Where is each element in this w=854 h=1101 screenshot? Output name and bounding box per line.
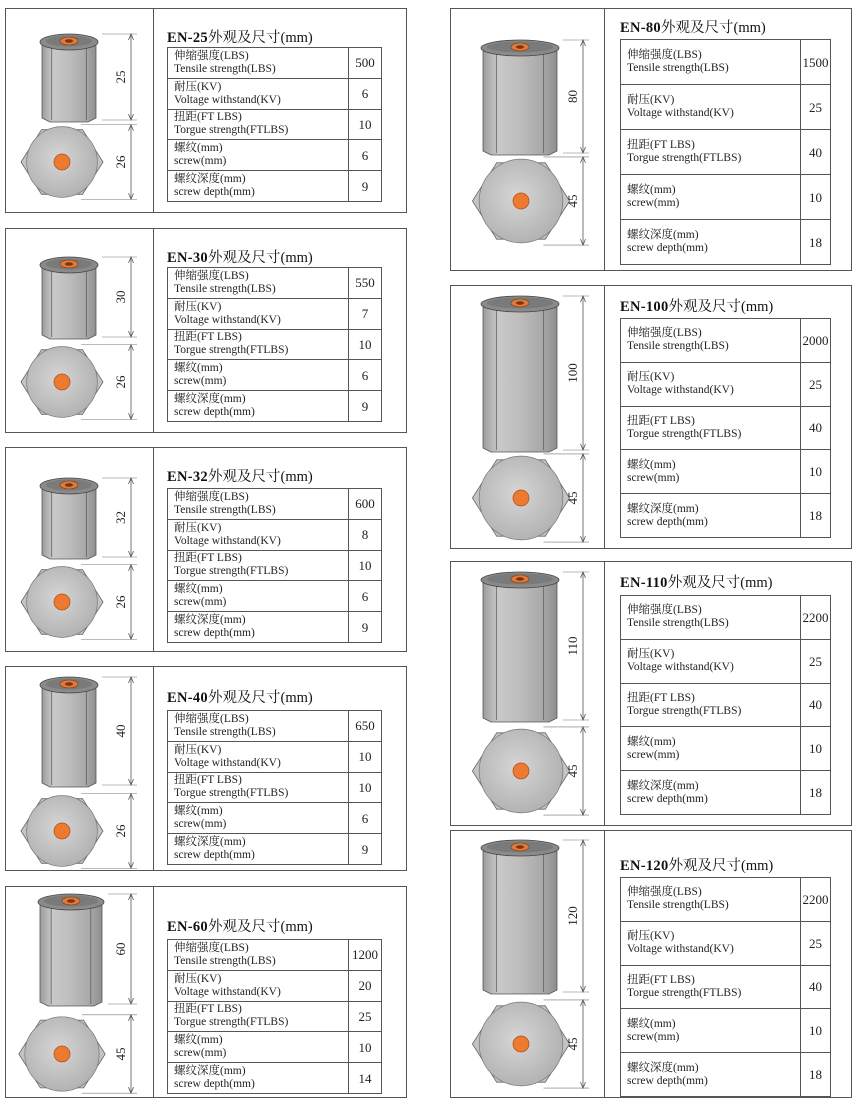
spec-label-zh: 耐压(KV) xyxy=(174,80,222,93)
spec-label-en: Torgue strength(FTLBS) xyxy=(627,704,742,717)
spec-label-zh: 螺纹(mm) xyxy=(627,184,676,196)
spec-label-zh: 伸缩强度(LBS) xyxy=(174,712,249,725)
height-label: 60 xyxy=(113,942,128,956)
spec-value-cell: 25 xyxy=(801,85,831,130)
hex-end-view xyxy=(472,456,569,540)
spec-value-cell: 8 xyxy=(349,519,382,550)
height-label: 40 xyxy=(113,724,128,738)
spec-label-zh: 扭距(FT LBS) xyxy=(174,111,242,124)
spec-label-en: Tensile strength(LBS) xyxy=(174,954,276,967)
title-suffix: 外观及尺寸(mm) xyxy=(667,575,773,591)
spec-value-cell: 40 xyxy=(801,965,831,1009)
title-suffix: 外观及尺寸(mm) xyxy=(207,30,313,46)
standoff-body xyxy=(42,38,96,122)
spec-label-en: screw(mm) xyxy=(627,1030,680,1043)
spec-label-zh: 螺纹(mm) xyxy=(627,1017,676,1030)
height-dimension xyxy=(563,40,589,153)
spec-label-zh: 扭距(FT LBS) xyxy=(174,331,242,344)
spec-label-zh: 扭距(FT LBS) xyxy=(627,414,695,427)
spec-label-en: screw(mm) xyxy=(627,197,680,209)
standoff-body xyxy=(483,576,557,722)
spec-label-zh: 耐压(KV) xyxy=(174,972,222,985)
standoff-drawing xyxy=(40,478,98,559)
spec-value-cell: 10 xyxy=(801,450,831,494)
title-suffix: 外观及尺寸(mm) xyxy=(668,858,774,874)
spec-value-cell: 10 xyxy=(349,772,382,803)
spec-label-zh: 耐压(KV) xyxy=(174,300,222,313)
standoff-drawing xyxy=(40,34,98,122)
screw-hole-icon xyxy=(513,193,529,209)
model-name: EN-120 xyxy=(620,858,669,874)
model-name: EN-100 xyxy=(620,299,669,315)
model-name: EN-60 xyxy=(167,919,208,935)
spec-label-en: Voltage withstand(KV) xyxy=(627,107,734,119)
standoff-drawing xyxy=(40,257,98,339)
standoff-body xyxy=(483,300,557,452)
spec-value-cell: 10 xyxy=(349,109,382,140)
width-label: 45 xyxy=(565,491,580,505)
screw-hole-icon xyxy=(513,490,529,506)
spec-label-en: screw depth(mm) xyxy=(627,242,708,254)
spec-label-zh: 耐压(KV) xyxy=(627,94,675,106)
spec-label-zh: 螺纹(mm) xyxy=(627,735,676,748)
title-suffix: 外观及尺寸(mm) xyxy=(207,250,313,266)
spec-label-zh: 螺纹(mm) xyxy=(174,805,223,818)
spec-value-cell: 650 xyxy=(349,711,382,742)
height-dimension xyxy=(563,296,589,450)
width-label: 26 xyxy=(113,375,128,389)
spec-label-zh: 螺纹(mm) xyxy=(174,1034,223,1047)
spec-label-en: Torgue strength(FTLBS) xyxy=(627,152,742,164)
spec-label-en: Tensile strength(LBS) xyxy=(627,340,729,353)
spec-label-en: Voltage withstand(KV) xyxy=(174,93,281,106)
spec-value-cell: 10 xyxy=(349,741,382,772)
spec-label-zh: 伸缩强度(LBS) xyxy=(174,490,249,503)
spec-label-en: Tensile strength(LBS) xyxy=(174,725,276,738)
spec-label-en: screw depth(mm) xyxy=(174,849,255,862)
title-suffix: 外观及尺寸(mm) xyxy=(207,690,313,706)
spec-label-en: screw(mm) xyxy=(174,818,227,831)
spec-label-en: screw depth(mm) xyxy=(627,515,708,528)
width-label: 26 xyxy=(113,824,128,838)
spec-label-en: Tensile strength(LBS) xyxy=(174,503,276,516)
hex-end-view xyxy=(19,1017,105,1091)
spec-label-en: Voltage withstand(KV) xyxy=(174,756,281,769)
spec-value-cell: 6 xyxy=(349,140,382,171)
height-dimension xyxy=(102,257,137,337)
screw-hole-icon xyxy=(513,1036,529,1052)
spec-label-zh: 螺纹深度(mm) xyxy=(627,1061,699,1074)
spec-label-zh: 伸缩强度(LBS) xyxy=(627,327,702,340)
spec-value-cell: 6 xyxy=(349,803,382,834)
height-dimension xyxy=(102,34,137,120)
screw-hole-icon xyxy=(54,823,70,839)
standoff-drawing xyxy=(40,677,98,787)
spec-label-zh: 螺纹(mm) xyxy=(174,362,223,375)
hex-end-view xyxy=(21,127,103,198)
screw-hole-icon xyxy=(54,154,70,170)
standoff-body xyxy=(42,681,96,787)
spec-label-en: screw depth(mm) xyxy=(627,792,708,805)
spec-value-cell: 9 xyxy=(349,612,382,643)
spec-label-zh: 螺纹深度(mm) xyxy=(174,614,246,627)
spec-label-zh: 扭距(FT LBS) xyxy=(627,691,695,704)
spec-label-en: Torgue strength(FTLBS) xyxy=(174,565,289,578)
title-suffix: 外观及尺寸(mm) xyxy=(660,20,766,36)
spec-value-cell: 25 xyxy=(801,639,831,683)
title-suffix: 外观及尺寸(mm) xyxy=(207,469,313,485)
spec-label-zh: 伸缩强度(LBS) xyxy=(627,886,702,899)
spec-label-zh: 耐压(KV) xyxy=(627,930,675,943)
width-label: 45 xyxy=(565,194,580,208)
height-label: 120 xyxy=(565,906,580,926)
spec-value-cell: 25 xyxy=(801,921,831,965)
spec-value-cell: 18 xyxy=(801,1053,831,1097)
standoff-drawing xyxy=(481,840,559,994)
hex-end-view xyxy=(21,796,103,867)
spec-value-cell: 9 xyxy=(349,391,382,422)
spec-label-en: Voltage withstand(KV) xyxy=(174,313,281,326)
spec-label-zh: 螺纹深度(mm) xyxy=(627,502,699,515)
hex-end-view xyxy=(472,729,569,813)
spec-label-en: screw depth(mm) xyxy=(627,1074,708,1087)
spec-label-en: screw depth(mm) xyxy=(174,627,255,640)
model-name: EN-30 xyxy=(167,250,208,266)
standoff-drawing xyxy=(481,572,559,722)
spec-value-cell: 600 xyxy=(349,489,382,520)
spec-value-cell: 25 xyxy=(349,1001,382,1032)
spec-value-cell: 2200 xyxy=(801,878,831,922)
spec-label-zh: 伸缩强度(LBS) xyxy=(627,604,702,617)
spec-label-en: Tensile strength(LBS) xyxy=(174,282,276,295)
spec-label-en: Voltage withstand(KV) xyxy=(174,534,281,547)
model-name: EN-110 xyxy=(620,575,668,591)
spec-value-cell: 40 xyxy=(801,406,831,450)
spec-label-zh: 耐压(KV) xyxy=(627,371,675,384)
spec-label-zh: 耐压(KV) xyxy=(174,521,222,534)
spec-value-cell: 6 xyxy=(349,78,382,109)
spec-value-cell: 10 xyxy=(349,550,382,581)
hex-end-view xyxy=(472,159,569,243)
spec-label-zh: 伸缩强度(LBS) xyxy=(174,941,249,954)
spec-label-en: screw(mm) xyxy=(174,375,227,388)
height-label: 80 xyxy=(565,90,580,103)
spec-label-en: Voltage withstand(KV) xyxy=(174,985,281,998)
spec-value-cell: 10 xyxy=(801,727,831,771)
spec-label-zh: 螺纹(mm) xyxy=(174,583,223,596)
spec-value-cell: 10 xyxy=(349,329,382,360)
height-label: 30 xyxy=(113,290,128,304)
spec-value-cell: 18 xyxy=(801,494,831,538)
model-name: EN-25 xyxy=(167,30,208,46)
height-dimension xyxy=(102,677,137,785)
spec-label-zh: 扭距(FT LBS) xyxy=(174,552,242,565)
screw-hole-icon xyxy=(54,1046,70,1062)
spec-label-en: screw(mm) xyxy=(174,596,227,609)
spec-value-cell: 550 xyxy=(349,268,382,299)
width-label: 45 xyxy=(565,764,580,778)
spec-value-cell: 2000 xyxy=(801,319,831,363)
height-dimension xyxy=(563,572,589,720)
spec-value-cell: 1500 xyxy=(801,40,831,85)
height-label: 25 xyxy=(113,70,128,84)
spec-label-zh: 螺纹深度(mm) xyxy=(174,1065,246,1078)
spec-value-cell: 10 xyxy=(801,175,831,220)
hex-end-view xyxy=(472,1002,569,1086)
model-name: EN-32 xyxy=(167,469,208,485)
screw-hole-icon xyxy=(513,763,529,779)
spec-label-zh: 螺纹(mm) xyxy=(627,458,676,471)
spec-label-zh: 螺纹深度(mm) xyxy=(174,173,246,186)
spec-label-en: screw depth(mm) xyxy=(174,186,255,199)
hex-end-view xyxy=(21,567,103,638)
spec-label-zh: 伸缩强度(LBS) xyxy=(174,49,249,62)
spec-label-en: Torgue strength(FTLBS) xyxy=(627,427,742,440)
spec-label-en: screw(mm) xyxy=(174,1047,227,1060)
title-suffix: 外观及尺寸(mm) xyxy=(207,919,313,935)
spec-value-cell: 10 xyxy=(801,1009,831,1053)
spec-label-en: Torgue strength(FTLBS) xyxy=(627,986,742,999)
spec-label-en: Voltage withstand(KV) xyxy=(627,384,734,397)
spec-value-cell: 40 xyxy=(801,130,831,175)
height-label: 110 xyxy=(565,636,580,656)
spec-label-zh: 螺纹深度(mm) xyxy=(174,393,246,406)
spec-label-en: screw(mm) xyxy=(627,471,680,484)
standoff-body xyxy=(483,44,557,155)
screw-hole-icon xyxy=(54,374,70,390)
standoff-drawing xyxy=(481,296,559,452)
spec-label-en: Tensile strength(LBS) xyxy=(627,62,729,74)
spec-value-cell: 9 xyxy=(349,171,382,202)
width-label: 26 xyxy=(113,595,128,609)
height-label: 100 xyxy=(565,363,580,383)
model-name: EN-40 xyxy=(167,690,208,706)
width-label: 45 xyxy=(565,1037,580,1051)
spec-label-en: screw(mm) xyxy=(627,748,680,761)
spec-value-cell: 18 xyxy=(801,220,831,265)
spec-value-cell: 2200 xyxy=(801,596,831,640)
spec-label-zh: 扭距(FT LBS) xyxy=(627,973,695,986)
height-label: 32 xyxy=(113,511,128,524)
spec-value-cell: 6 xyxy=(349,360,382,391)
standoff-body xyxy=(40,898,102,1006)
spec-value-cell: 18 xyxy=(801,771,831,815)
spec-value-cell: 40 xyxy=(801,683,831,727)
hex-end-view xyxy=(21,347,103,418)
height-dimension xyxy=(102,478,137,557)
spec-label-zh: 螺纹深度(mm) xyxy=(627,229,699,241)
height-dimension xyxy=(563,840,589,992)
spec-value-cell: 7 xyxy=(349,298,382,329)
spec-label-zh: 扭距(FT LBS) xyxy=(174,1003,242,1016)
model-name: EN-80 xyxy=(620,20,661,36)
spec-label-en: screw depth(mm) xyxy=(174,1078,255,1091)
standoff-body xyxy=(483,844,557,994)
spec-value-cell: 6 xyxy=(349,581,382,612)
spec-label-en: Torgue strength(FTLBS) xyxy=(174,787,289,800)
spec-label-en: Tensile strength(LBS) xyxy=(627,617,729,630)
spec-label-en: screw(mm) xyxy=(174,155,227,168)
screw-hole-icon xyxy=(54,594,70,610)
spec-value-cell: 14 xyxy=(349,1063,382,1094)
spec-label-en: Tensile strength(LBS) xyxy=(174,62,276,75)
spec-value-cell: 1200 xyxy=(349,940,382,971)
spec-label-zh: 扭距(FT LBS) xyxy=(174,774,242,787)
standoff-drawing xyxy=(38,894,104,1006)
spec-label-zh: 扭距(FT LBS) xyxy=(627,139,695,151)
width-label: 26 xyxy=(113,155,128,169)
spec-value-cell: 9 xyxy=(349,834,382,865)
spec-label-zh: 螺纹深度(mm) xyxy=(627,779,699,792)
spec-label-zh: 耐压(KV) xyxy=(174,743,222,756)
spec-label-zh: 伸缩强度(LBS) xyxy=(627,49,702,61)
spec-label-zh: 螺纹(mm) xyxy=(174,142,223,155)
spec-value-cell: 10 xyxy=(349,1032,382,1063)
spec-value-cell: 25 xyxy=(801,362,831,406)
spec-label-en: Torgue strength(FTLBS) xyxy=(174,344,289,357)
title-suffix: 外观及尺寸(mm) xyxy=(668,299,774,315)
width-label: 45 xyxy=(113,1047,128,1061)
spec-label-en: Tensile strength(LBS) xyxy=(627,899,729,912)
spec-label-en: Voltage withstand(KV) xyxy=(627,943,734,956)
spec-label-en: Voltage withstand(KV) xyxy=(627,661,734,674)
spec-value-cell: 500 xyxy=(349,48,382,79)
spec-label-en: screw depth(mm) xyxy=(174,406,255,419)
spec-label-zh: 螺纹深度(mm) xyxy=(174,836,246,849)
spec-label-en: Torgue strength(FTLBS) xyxy=(174,124,289,137)
spec-label-zh: 耐压(KV) xyxy=(627,648,675,661)
spec-value-cell: 20 xyxy=(349,970,382,1001)
height-dimension xyxy=(108,894,137,1004)
spec-label-en: Torgue strength(FTLBS) xyxy=(174,1016,289,1029)
spec-label-zh: 伸缩强度(LBS) xyxy=(174,269,249,282)
standoff-drawing xyxy=(481,40,559,155)
